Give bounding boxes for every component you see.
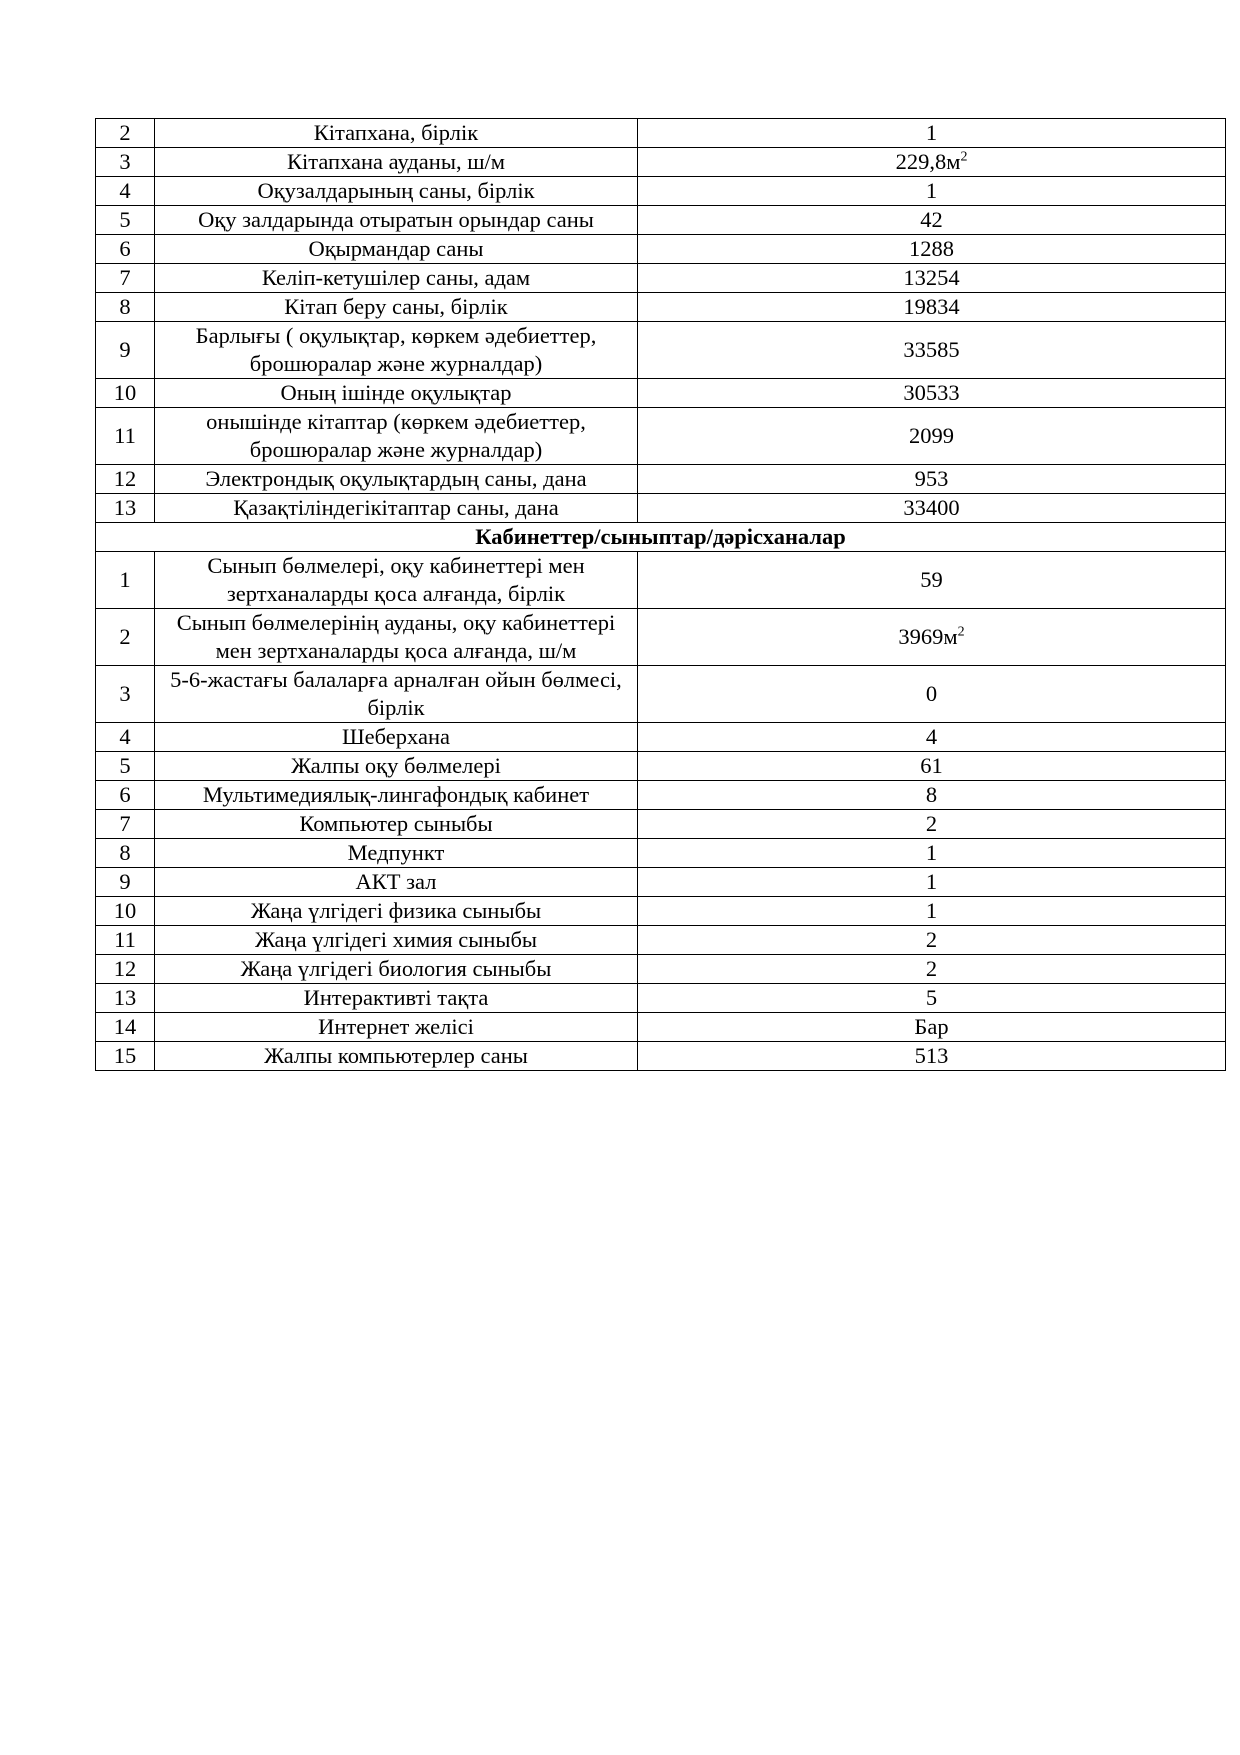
row-value-text: 1 bbox=[925, 869, 938, 894]
row-value-cell bbox=[638, 868, 1226, 897]
row-value-text: 8 bbox=[925, 782, 938, 807]
table-row bbox=[96, 494, 1226, 523]
row-value-cell bbox=[638, 494, 1226, 523]
table-row bbox=[96, 897, 1226, 926]
table-row bbox=[96, 752, 1226, 781]
row-value-cell bbox=[638, 810, 1226, 839]
table-row bbox=[96, 322, 1226, 379]
row-value-text: 2 bbox=[925, 956, 938, 981]
row-value-text: 1 bbox=[925, 840, 938, 865]
row-description-cell: Электрондық оқулықтардың саны, дана bbox=[155, 465, 638, 494]
row-number-cell: 7 bbox=[96, 264, 155, 293]
row-number-cell: 8 bbox=[96, 293, 155, 322]
row-number-cell: 13 bbox=[96, 984, 155, 1013]
row-value-cell bbox=[638, 1013, 1226, 1042]
table-row bbox=[96, 177, 1226, 206]
row-value-text: 30533 bbox=[903, 380, 960, 405]
row-number-cell: 10 bbox=[96, 379, 155, 408]
row-value-text: 0 bbox=[925, 681, 938, 706]
row-number-cell: 8 bbox=[96, 839, 155, 868]
row-number-cell: 9 bbox=[96, 868, 155, 897]
table-row bbox=[96, 839, 1226, 868]
row-description-cell: Интерактивті тақта bbox=[155, 984, 638, 1013]
row-value-text: 1 bbox=[925, 898, 938, 923]
row-value-text: 1 bbox=[925, 120, 938, 145]
table-row bbox=[96, 810, 1226, 839]
row-description-cell: Кітапхана, бірлік bbox=[155, 119, 638, 148]
table-row bbox=[96, 955, 1226, 984]
row-number-cell: 2 bbox=[96, 609, 155, 666]
row-number-cell: 12 bbox=[96, 955, 155, 984]
row-value-cell bbox=[638, 552, 1226, 609]
row-number-cell: 4 bbox=[96, 723, 155, 752]
row-value-cell bbox=[638, 723, 1226, 752]
table-row bbox=[96, 264, 1226, 293]
row-value-cell bbox=[638, 293, 1226, 322]
row-description-cell: Компьютер сыныбы bbox=[155, 810, 638, 839]
table-row bbox=[96, 984, 1226, 1013]
table-row bbox=[96, 1013, 1226, 1042]
row-description-cell: Жалпы оқу бөлмелері bbox=[155, 752, 638, 781]
row-value-cell bbox=[638, 177, 1226, 206]
row-value-text: 1 bbox=[925, 178, 938, 203]
row-value-text: 33400 bbox=[903, 495, 960, 520]
row-value-cell bbox=[638, 839, 1226, 868]
row-description-cell: Шеберхана bbox=[155, 723, 638, 752]
row-description-cell: Барлығы ( оқулықтар, көркем әдебиеттер, брошюралар және журналдар) bbox=[155, 322, 638, 379]
table-row bbox=[96, 206, 1226, 235]
row-description-cell: 5-6-жастағы балаларға арналған ойын бөлмесі, бірлік bbox=[155, 666, 638, 723]
table-row bbox=[96, 926, 1226, 955]
row-number-cell: 2 bbox=[96, 119, 155, 148]
row-number-cell: 12 bbox=[96, 465, 155, 494]
row-value-text: 513 bbox=[914, 1043, 949, 1068]
row-value-text: 19834 bbox=[903, 294, 960, 319]
table-row bbox=[96, 465, 1226, 494]
row-number-cell: 1 bbox=[96, 552, 155, 609]
row-number-cell: 10 bbox=[96, 897, 155, 926]
row-description-cell: Оның ішінде оқулықтар bbox=[155, 379, 638, 408]
row-value-text: 33585 bbox=[903, 337, 960, 362]
table-row bbox=[96, 781, 1226, 810]
table-row bbox=[96, 293, 1226, 322]
row-number-cell: 13 bbox=[96, 494, 155, 523]
table-row bbox=[96, 666, 1226, 723]
row-value-cell bbox=[638, 206, 1226, 235]
row-value-cell bbox=[638, 926, 1226, 955]
row-value-cell bbox=[638, 235, 1226, 264]
row-value-cell bbox=[638, 984, 1226, 1013]
row-description-cell: Оқузалдарының саны, бірлік bbox=[155, 177, 638, 206]
row-description-cell: Оқу залдарында отыратын орындар саны bbox=[155, 206, 638, 235]
table-row bbox=[96, 408, 1226, 465]
row-description-cell: Жаңа үлгідегі физика сыныбы bbox=[155, 897, 638, 926]
row-value-text: 2099 bbox=[909, 423, 954, 448]
row-number-cell: 11 bbox=[96, 408, 155, 465]
row-value-cell bbox=[638, 148, 1226, 177]
row-number-cell: 9 bbox=[96, 322, 155, 379]
row-number-cell: 14 bbox=[96, 1013, 155, 1042]
row-value-text: Бар bbox=[914, 1014, 949, 1039]
table-row bbox=[96, 723, 1226, 752]
row-value-cell bbox=[638, 322, 1226, 379]
row-number-cell: 4 bbox=[96, 177, 155, 206]
row-number-cell: 6 bbox=[96, 781, 155, 810]
unit-superscript: 2 bbox=[957, 624, 965, 640]
row-description-cell: Мультимедиялық-лингафондық кабинет bbox=[155, 781, 638, 810]
row-value-cell bbox=[638, 119, 1226, 148]
row-description-cell: АКТ зал bbox=[155, 868, 638, 897]
statistics-table-body bbox=[96, 119, 1226, 1071]
row-number-cell: 5 bbox=[96, 206, 155, 235]
table-row bbox=[96, 609, 1226, 666]
table-row bbox=[96, 1042, 1226, 1071]
row-value-text: 59 bbox=[920, 567, 943, 592]
row-number-cell: 7 bbox=[96, 810, 155, 839]
row-value-text: 2 bbox=[925, 811, 938, 836]
row-value-cell bbox=[638, 264, 1226, 293]
row-description-cell: Сынып бөлмелерінің ауданы, оқу кабинеттері мен зертханаларды қоса алғанда, ш/м bbox=[155, 609, 638, 666]
row-value-text: 3969м bbox=[898, 624, 958, 649]
section-header-row bbox=[96, 523, 1226, 552]
row-description-cell: Келіп-кетушілер саны, адам bbox=[155, 264, 638, 293]
row-value-text: 2 bbox=[925, 927, 938, 952]
row-value-cell bbox=[638, 408, 1226, 465]
row-description-cell: Медпункт bbox=[155, 839, 638, 868]
row-value-text: 953 bbox=[914, 466, 949, 491]
table-row bbox=[96, 235, 1226, 264]
row-value-cell bbox=[638, 955, 1226, 984]
row-value-text: 229,8м bbox=[895, 149, 961, 174]
row-value-cell bbox=[638, 1042, 1226, 1071]
row-value-cell bbox=[638, 379, 1226, 408]
statistics-table bbox=[95, 118, 1226, 1071]
row-value-text: 1288 bbox=[909, 236, 954, 261]
table-row bbox=[96, 868, 1226, 897]
row-number-cell: 5 bbox=[96, 752, 155, 781]
row-value-text: 61 bbox=[920, 753, 943, 778]
row-description-cell: Жалпы компьютерлер саны bbox=[155, 1042, 638, 1071]
row-description-cell: Қазақтіліндегікітаптар саны, дана bbox=[155, 494, 638, 523]
row-value-cell bbox=[638, 666, 1226, 723]
row-value-cell bbox=[638, 781, 1226, 810]
row-value-cell bbox=[638, 465, 1226, 494]
table-row bbox=[96, 552, 1226, 609]
row-description-cell: Кітап беру саны, бірлік bbox=[155, 293, 638, 322]
row-value-text: 4 bbox=[925, 724, 938, 749]
row-description-cell: Интернет желісі bbox=[155, 1013, 638, 1042]
row-description-cell: Сынып бөлмелері, оқу кабинеттері мен зертханаларды қоса алғанда, бірлік bbox=[155, 552, 638, 609]
row-value-cell bbox=[638, 897, 1226, 926]
unit-superscript: 2 bbox=[960, 149, 968, 165]
row-number-cell: 3 bbox=[96, 148, 155, 177]
row-value-text: 42 bbox=[920, 207, 943, 232]
row-number-cell: 15 bbox=[96, 1042, 155, 1071]
row-value-text: 5 bbox=[925, 985, 938, 1010]
row-description-cell: Жаңа үлгідегі химия сыныбы bbox=[155, 926, 638, 955]
table-row bbox=[96, 379, 1226, 408]
row-number-cell: 3 bbox=[96, 666, 155, 723]
section-title: Кабинеттер/сыныптар/дәрісханалар bbox=[96, 523, 1226, 552]
row-description-cell: Кітапхана ауданы, ш/м bbox=[155, 148, 638, 177]
row-description-cell: Жаңа үлгідегі биология сыныбы bbox=[155, 955, 638, 984]
row-value-text: 13254 bbox=[903, 265, 960, 290]
row-value-cell bbox=[638, 752, 1226, 781]
row-description-cell: Оқырмандар саны bbox=[155, 235, 638, 264]
row-number-cell: 11 bbox=[96, 926, 155, 955]
table-row bbox=[96, 119, 1226, 148]
row-description-cell: онышінде кітаптар (көркем әдебиеттер, брошюралар және журналдар) bbox=[155, 408, 638, 465]
row-number-cell: 6 bbox=[96, 235, 155, 264]
table-row bbox=[96, 148, 1226, 177]
row-value-cell bbox=[638, 609, 1226, 666]
